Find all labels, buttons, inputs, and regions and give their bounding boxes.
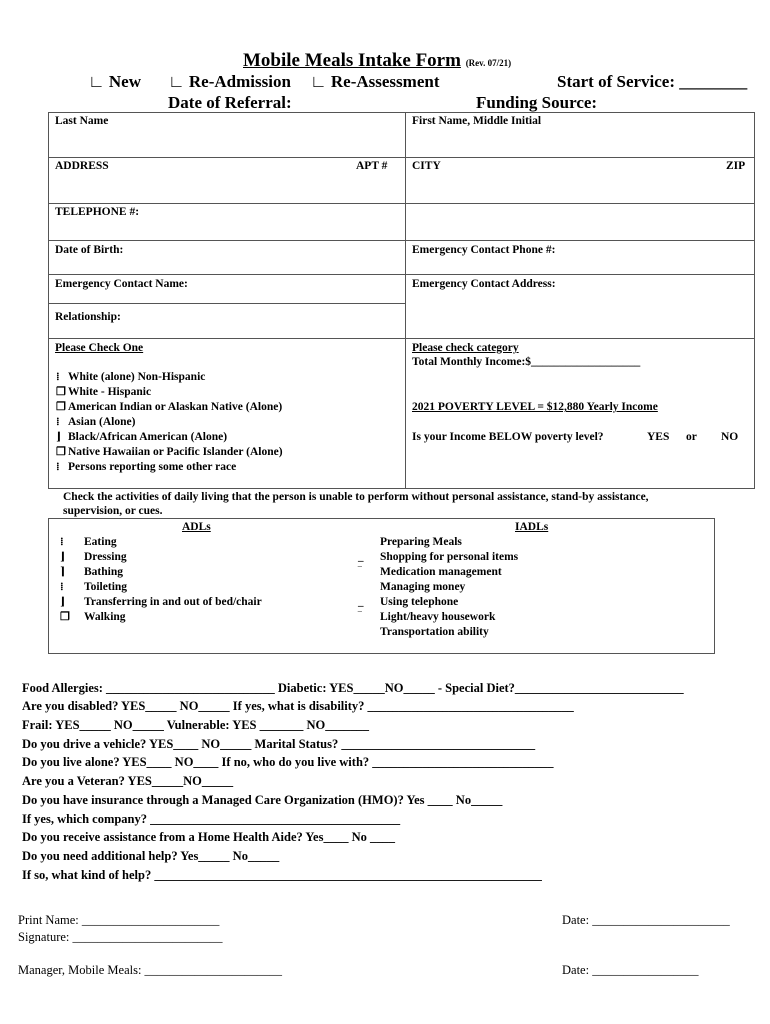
date-field-1[interactable]: Date: ______________________ xyxy=(562,913,730,927)
iadl-item[interactable]: ‾ Medication management xyxy=(358,566,502,578)
first-name-field[interactable]: First Name, Middle Initial xyxy=(412,115,542,127)
emergency-name-field[interactable]: Emergency Contact Name: xyxy=(55,278,188,290)
question-live-alone[interactable]: Do you live alone? YES____ NO____ If no, who do you live with? _____________________________ xyxy=(22,755,554,769)
grid-line xyxy=(48,157,755,158)
print-name-field[interactable]: Print Name: ______________________ xyxy=(18,913,220,927)
adls-list xyxy=(60,535,262,625)
option-reassessment[interactable]: ∟ Re-Assessment xyxy=(310,72,440,91)
manager-field[interactable]: Manager, Mobile Meals: ______________________ xyxy=(18,963,283,977)
race-list xyxy=(56,370,283,475)
adl-item[interactable]: ⌉ Bathing xyxy=(60,566,123,578)
iadls-heading: IADLs xyxy=(515,521,549,533)
adls-heading: ADLs xyxy=(182,521,211,533)
question-kind-of-help[interactable]: If so, what kind of help? ______________________________________________________________ xyxy=(22,868,542,882)
signature-field[interactable]: Signature: ________________________ xyxy=(18,930,223,944)
form-title xyxy=(243,50,511,72)
grid-line xyxy=(48,203,755,204)
iadl-item[interactable]: _ Shopping for personal items xyxy=(358,551,519,563)
adl-instructions: Check the activities of daily living that the person is unable to perform without personal assistance, stand-by assistance, xyxy=(63,491,649,503)
or-label: or xyxy=(686,431,697,443)
question-food-allergies[interactable]: Food Allergies: ___________________________ Diabetic: YES_____NO_____ - Special Diet?___________________________ xyxy=(22,681,684,695)
grid-line xyxy=(48,338,755,339)
funding-source[interactable]: Funding Source: xyxy=(476,93,598,112)
option-new[interactable]: ∟ New xyxy=(88,72,141,91)
below-poverty-no[interactable]: NO xyxy=(721,431,739,443)
grid-line xyxy=(48,303,405,304)
emergency-address-field[interactable]: Emergency Contact Address: xyxy=(412,278,556,290)
question-additional-help[interactable]: Do you need additional help? Yes_____ No_____ xyxy=(22,849,280,863)
question-veteran[interactable]: Are you a Veteran? YES_____NO_____ xyxy=(22,774,234,788)
income-heading: Please check category xyxy=(412,342,519,354)
question-hmo[interactable]: Do you have insurance through a Managed Care Organization (HMO)? Yes ____ No_____ xyxy=(22,793,503,807)
race-option[interactable]: ⁞ Persons reporting some other race xyxy=(56,461,237,473)
iadl-item[interactable]: Preparing Meals xyxy=(380,536,462,548)
iadl-item[interactable]: Transportation ability xyxy=(380,626,489,638)
question-disabled[interactable]: Are you disabled? YES_____ NO_____ If yes, what is disability? _________________________________ xyxy=(22,699,574,713)
last-name-field[interactable]: Last Name xyxy=(55,115,109,127)
adl-item[interactable]: ⁞ Eating xyxy=(60,536,117,548)
race-option[interactable]: ⁞ White (alone) Non-Hispanic xyxy=(56,371,206,383)
adl-item[interactable]: ⌋ Transferring in and out of bed/chair xyxy=(60,596,262,608)
date-field-2[interactable]: Date: _________________ xyxy=(562,963,699,977)
below-poverty-question: Is your Income BELOW poverty level? xyxy=(412,431,604,443)
iadls-list xyxy=(358,535,518,640)
iadl-item[interactable]: ‾ Light/heavy housework xyxy=(358,611,496,623)
telephone-field[interactable]: TELEPHONE #: xyxy=(55,206,140,218)
grid-line xyxy=(48,274,755,275)
iadl-item[interactable]: Managing money xyxy=(380,581,466,593)
question-drive[interactable]: Do you drive a vehicle? YES____ NO_____ Marital Status? _______________________________ xyxy=(22,737,536,751)
relationship-field[interactable]: Relationship: xyxy=(55,311,121,323)
dob-field[interactable]: Date of Birth: xyxy=(55,244,124,256)
address-field[interactable]: ADDRESS xyxy=(55,160,109,172)
question-company[interactable]: If yes, which company? ________________________________________ xyxy=(22,812,401,826)
date-of-referral[interactable]: Date of Referral: xyxy=(168,93,292,112)
title-text: Mobile Meals Intake Form xyxy=(243,50,461,71)
adl-item[interactable]: ⁞ Toileting xyxy=(60,581,128,593)
race-option[interactable]: ❐ American Indian or Alaskan Native (Alone) xyxy=(56,401,283,413)
poverty-level: 2021 POVERTY LEVEL = $12,880 Yearly Income xyxy=(412,401,658,413)
below-poverty-yes[interactable]: YES xyxy=(647,431,670,443)
grid-line xyxy=(48,240,755,241)
zip-field[interactable]: ZIP xyxy=(726,160,746,172)
race-option[interactable]: ❐ White - Hispanic xyxy=(56,386,152,398)
adl-instructions-cont: supervision, or cues. xyxy=(63,505,163,517)
race-option[interactable]: ⌋ Black/African American (Alone) xyxy=(56,431,228,443)
iadl-item[interactable]: _ Using telephone xyxy=(358,596,459,608)
apt-field[interactable]: APT # xyxy=(356,160,388,172)
adl-item[interactable]: ⌋ Dressing xyxy=(60,551,127,563)
grid-divider xyxy=(405,112,406,489)
emergency-phone-field[interactable]: Emergency Contact Phone #: xyxy=(412,244,556,256)
question-frail[interactable]: Frail: YES_____ NO_____ Vulnerable: YES _______ NO_______ xyxy=(22,718,370,732)
option-readmission[interactable]: ∟ Re-Admission xyxy=(168,72,291,91)
monthly-income-field[interactable]: Total Monthly Income:$___________________ xyxy=(412,356,641,368)
race-option[interactable]: ❐ Native Hawaiian or Pacific Islander (Alone) xyxy=(56,446,283,458)
adl-item[interactable]: ❐ Walking xyxy=(60,611,126,623)
revision-label: (Rev. 07/21) xyxy=(465,58,512,68)
start-of-service[interactable]: Start of Service: ________ xyxy=(557,72,748,91)
city-field[interactable]: CITY xyxy=(412,160,441,172)
question-home-health-aide[interactable]: Do you receive assistance from a Home Health Aide? Yes____ No ____ xyxy=(22,830,395,844)
race-option[interactable]: ⁞ Asian (Alone) xyxy=(56,416,136,428)
race-heading: Please Check One xyxy=(55,342,144,354)
